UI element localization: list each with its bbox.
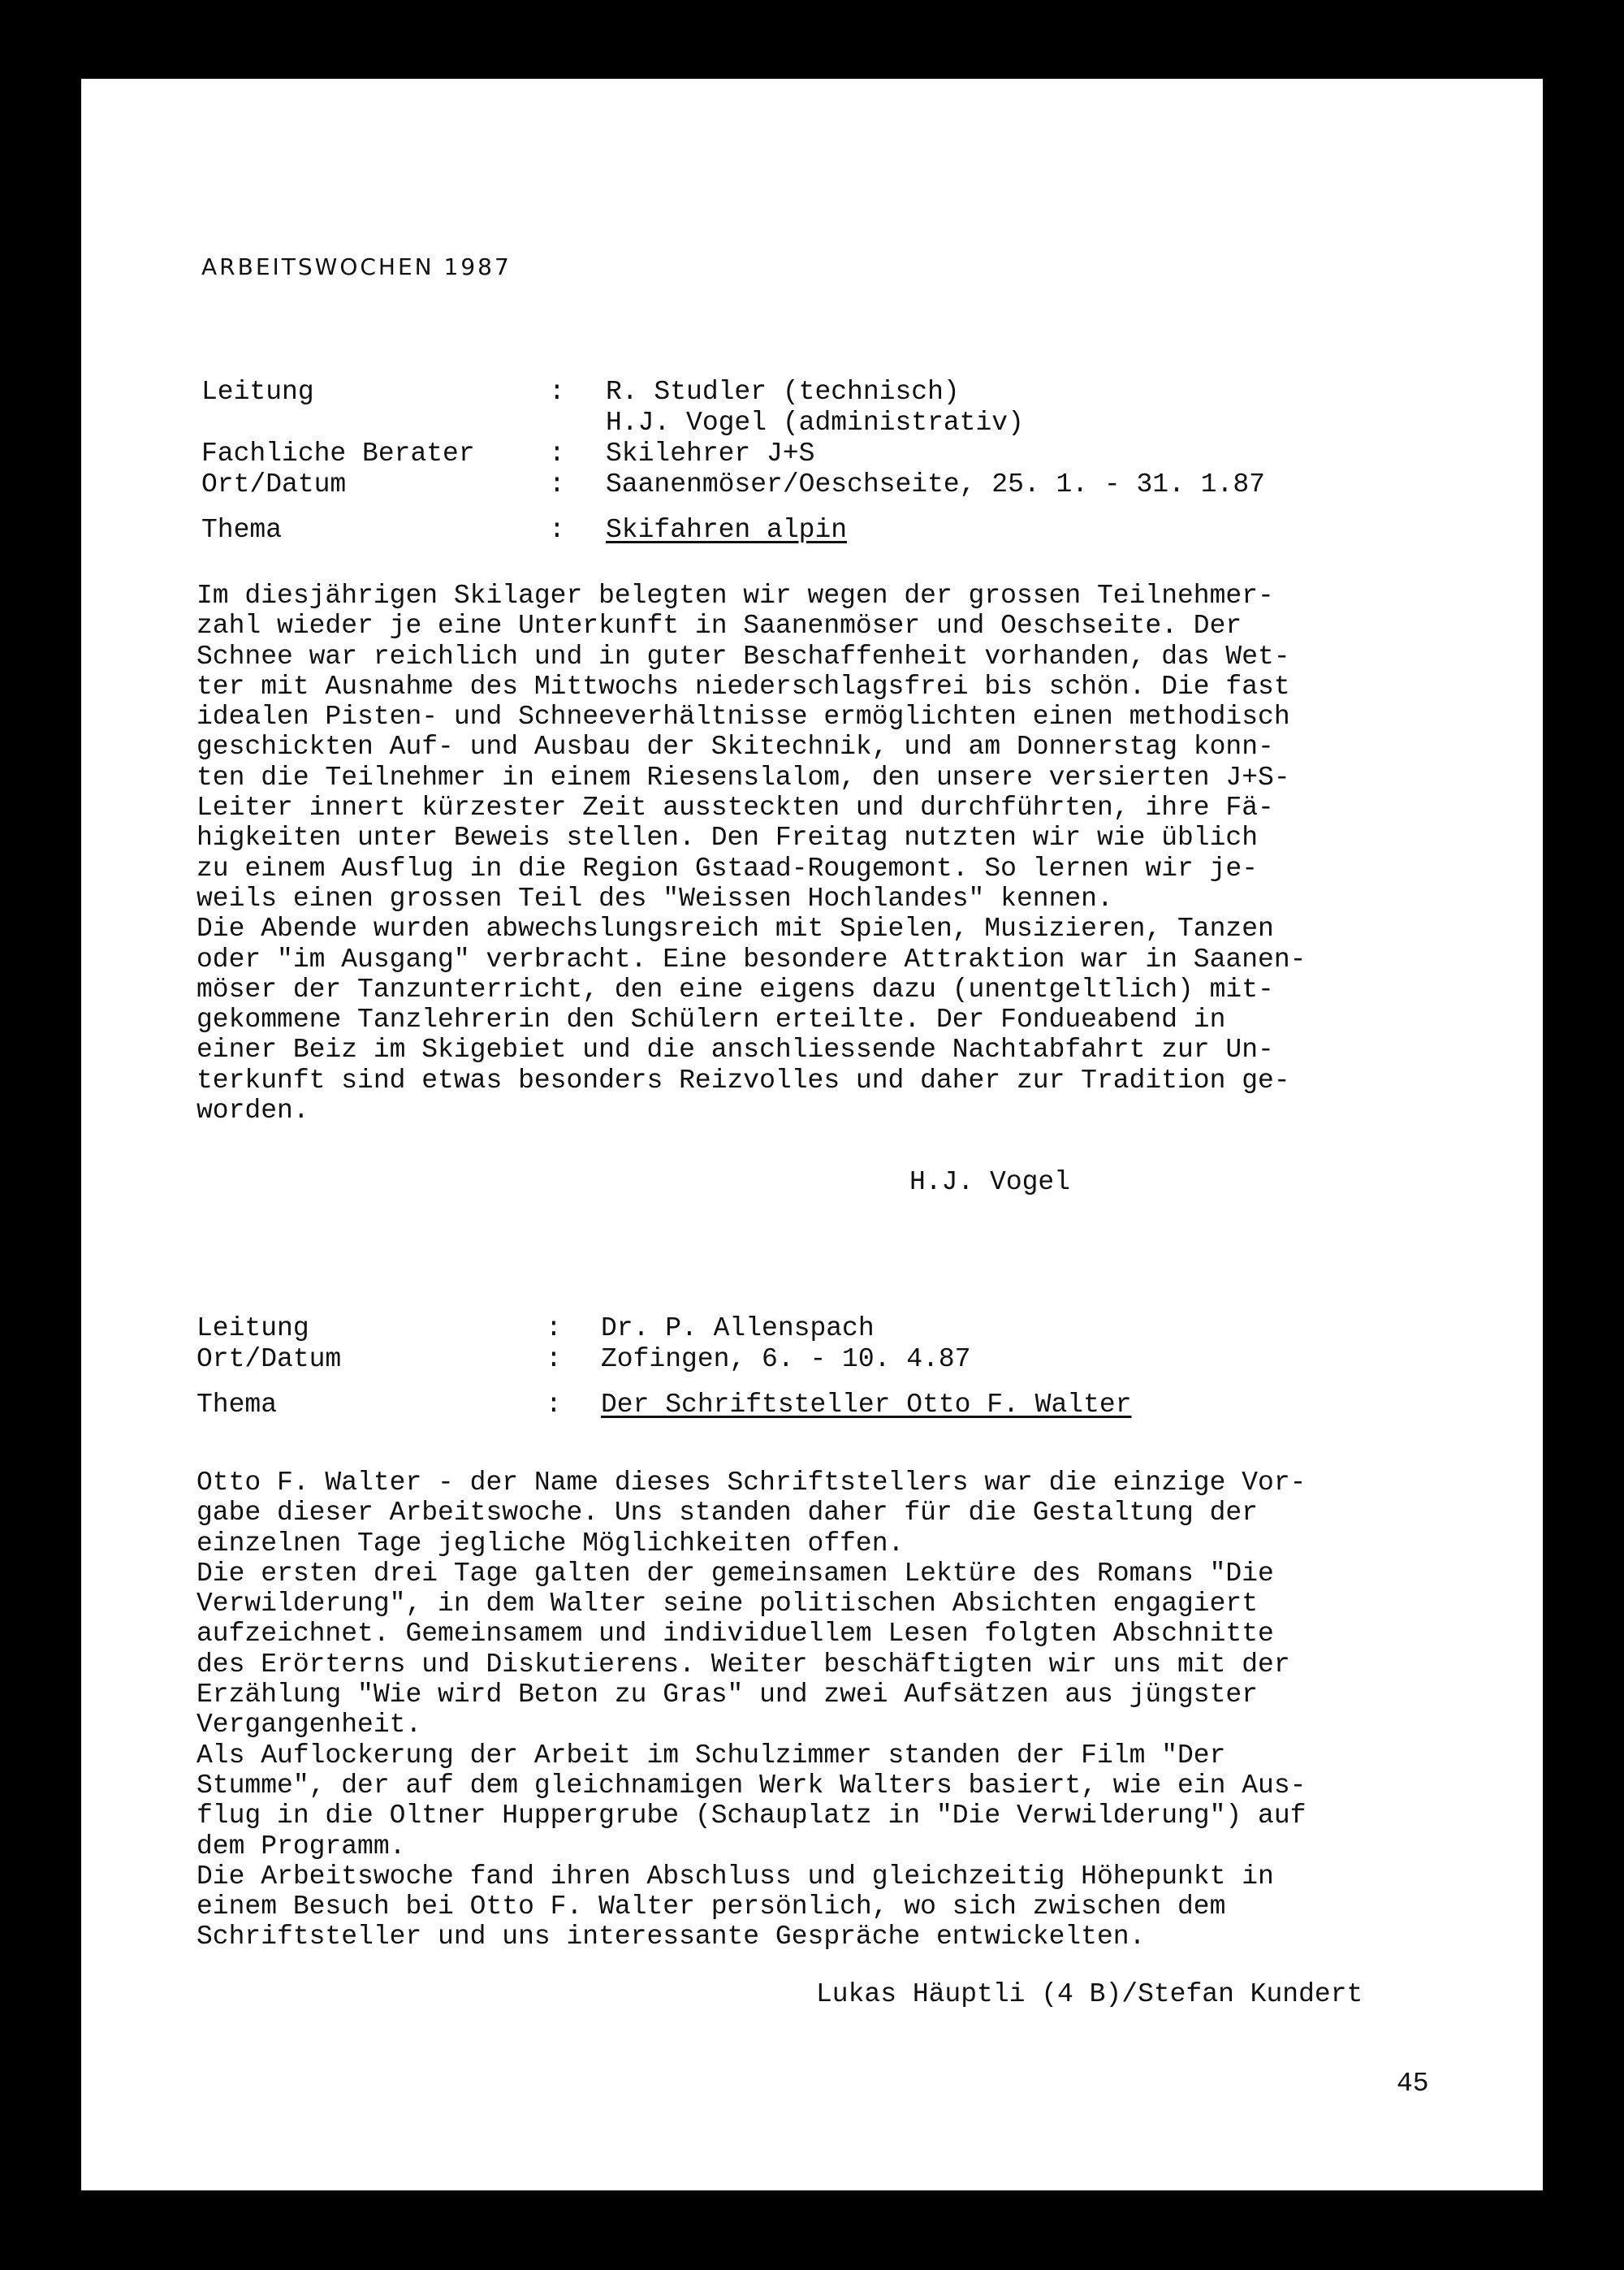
info-colon: : (549, 377, 565, 407)
info-value: R. Studler (technisch) (606, 377, 960, 407)
info-value: Zofingen, 6. - 10. 4.87 (601, 1344, 971, 1374)
page-heading: ARBEITSWOCHEN 1987 (201, 253, 512, 280)
week2-report-text: Otto F. Walter - der Name dieses Schriftstellers war die einzige Vor- gabe dieser Arbeitswoche. Uns standen daher für die Gestaltung der einzelnen Tage jegliche Möglichkeiten offen. Die ersten drei Tage galten der gemeinsamen Lektüre des Romans "Die Verwilderung", in dem Walter seine politischen Absichten engagiert aufzeichnet. Gemeinsamem und individuellem Lesen folgten Abschnitte des Erörterns und Diskutierens. Weiter beschäftigten wir uns mit der Erzählung "Wie wird Beton zu Gras" und zwei Aufsätzen aus jüngster Vergangenheit. Als Auflockerung der Arbeit im Schulzimmer standen der Film "Der Stumme", der auf dem gleichnamigen Werk Walters basiert, wie ein Aus- flug in die Oltner Huppergrube (Schauplatz in "Die Verwilderung") auf dem Programm. Die Arbeitswoche fand ihren Abschluss und gleichzeitig Höhepunkt in einem Besuch bei Otto F. Walter persönlich, wo sich zwischen dem Schriftsteller und uns interessante Gespräche entwickelten. (197, 1468, 1307, 1952)
info-label: Ort/Datum (197, 1344, 342, 1374)
week1-report-text: Im diesjährigen Skilager belegten wir wegen der grossen Teilnehmer- zahl wieder je eine Unterkunft in Saanenmöser und Oeschseite. Der Schnee war reichlich und in guter Beschaffenheit vorhanden, das Wet- ter mit Ausnahme des Mittwochs niederschlagsfrei bis schön. Die fast idealen Pisten- und Schneeverhältnisse ermöglichten einen methodisch geschickten Auf- und Ausbau der Skitechnik, und am Donnerstag konn- ten die Teilnehmer in einem Riesenslalom, den unsere versierten J+S- Leiter innert kürzester Zeit aussteckten und durchführten, ihre Fä- higkeiten unter Beweis stellen. Den Freitag nutzten wir wie üblich zu einem Ausflug in die Region Gstaad-Rougemont. So lernen wir je- weils einen grossen Teil des "Weissen Hochlandes" kennen. Die Abende wurden abwechslungsreich mit Spielen, Musizieren, Tanzen oder "im Ausgang" verbracht. Eine besondere Attraktion war in Saanen- möser der Tanzunterricht, den eine eigens dazu (unentgeltlich) mit- gekommene Tanzlehrerin den Schülern erteilte. Der Fondueabend in einer Beiz im Skigebiet und die anschliessende Nachtabfahrt zur Un- terkunft sind etwas besonders Reizvolles und daher zur Tradition ge- worden. (197, 581, 1307, 1126)
page-number: 45 (1397, 2069, 1429, 2099)
info-label: Leitung (201, 377, 314, 407)
info-label: Thema (201, 515, 283, 545)
week2-author-signature: Lukas Häuptli (4 B)/Stefan Kundert (816, 1979, 1363, 2009)
info-label: Leitung (197, 1313, 309, 1343)
info-value: Dr. P. Allenspach (601, 1313, 875, 1343)
week1-author-signature: H.J. Vogel (909, 1167, 1071, 1197)
topic-title: Skifahren alpin (606, 515, 848, 545)
info-colon: : (549, 515, 565, 545)
info-label: Fachliche Berater (201, 439, 475, 469)
info-value: H.J. Vogel (administrativ) (606, 408, 1024, 438)
info-value: Saanenmöser/Oeschseite, 25. 1. - 31. 1.87 (606, 469, 1265, 499)
info-colon: : (549, 439, 565, 469)
topic-title: Der Schriftsteller Otto F. Walter (601, 1390, 1132, 1420)
info-label: Thema (197, 1390, 278, 1420)
info-colon: : (546, 1313, 562, 1343)
info-value: Skilehrer J+S (606, 439, 815, 469)
info-colon: : (546, 1390, 562, 1420)
document-page (81, 79, 1543, 2190)
info-colon: : (549, 469, 565, 499)
info-colon: : (546, 1344, 562, 1374)
info-label: Ort/Datum (201, 469, 347, 499)
